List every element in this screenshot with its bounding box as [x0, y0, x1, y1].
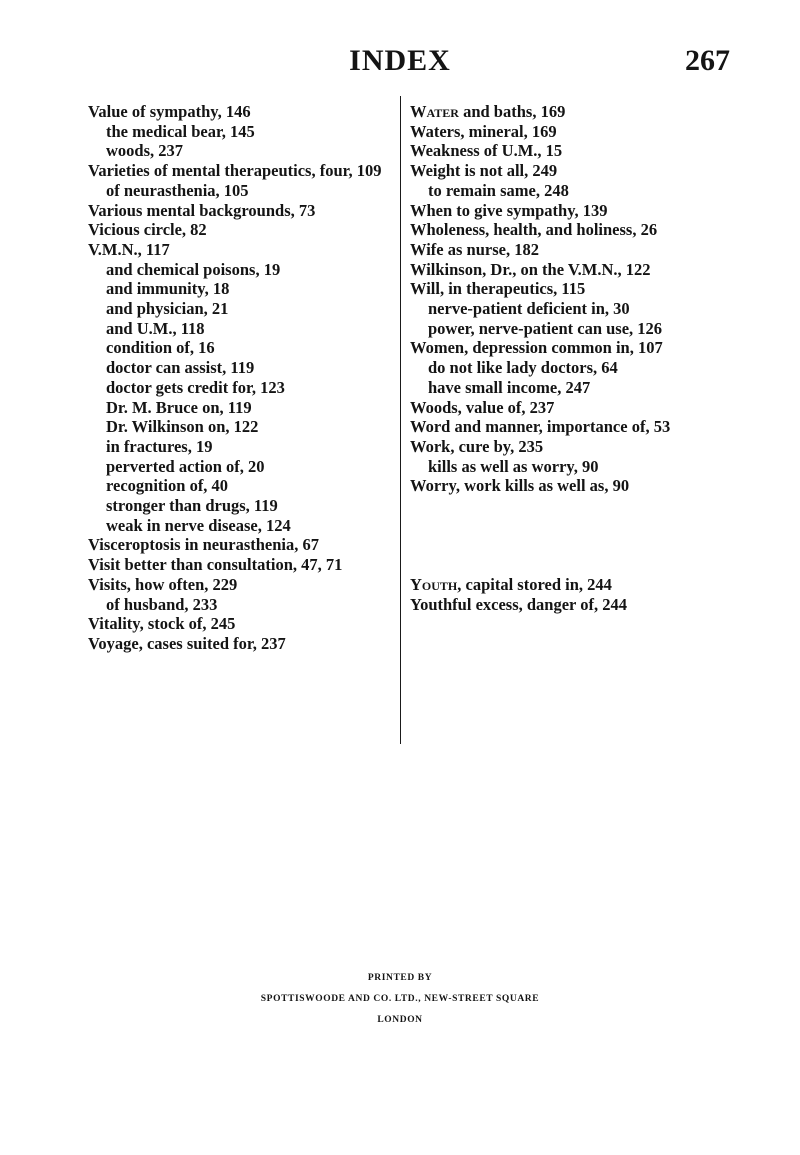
index-subentry: have small income, 247	[428, 377, 591, 397]
index-entry: Women, depression common in, 107	[410, 338, 663, 358]
printer-imprint	[0, 967, 800, 1032]
index-subentry: of husband, 233	[106, 594, 218, 614]
index-subentry: in fractures, 19	[106, 436, 213, 456]
index-entry: Waters, mineral, 169	[410, 121, 557, 141]
imprint-line-printer: SPOTTISWOODE AND CO. LTD., NEW-STREET SQUARE	[260, 994, 540, 1004]
index-subentry: power, nerve-patient can use, 126	[428, 318, 663, 338]
index-subentry: of neurasthenia, 105	[106, 180, 249, 200]
index-subentry: weak in nerve disease, 124	[106, 515, 291, 535]
index-subentry: Dr. Wilkinson on, 122	[106, 417, 259, 437]
index-entry: Youthful excess, danger of, 244	[410, 594, 627, 614]
index-subentry: and U.M., 118	[106, 318, 205, 338]
index-entry: V.M.N., 117	[88, 239, 170, 259]
index-entry: When to give sympathy, 139	[410, 200, 608, 220]
index-subentry: kills as well as worry, 90	[428, 456, 599, 476]
index-entry: Visits, how often, 229	[88, 574, 238, 594]
index-entry: Wholeness, health, and holiness, 26	[410, 220, 658, 240]
index-column-right	[410, 102, 730, 614]
index-entry: Worry, work kills as well as, 90	[410, 476, 630, 496]
index-subentry: condition of, 16	[106, 338, 215, 358]
index-subentry: the medical bear, 145	[106, 121, 255, 141]
index-subentry: and immunity, 18	[106, 279, 230, 299]
imprint-line-city: LONDON	[377, 1015, 423, 1025]
index-entry: Visceroptosis in neurasthenia, 67	[88, 535, 320, 555]
index-entry: Value of sympathy, 146	[88, 102, 251, 121]
index-subentry: woods, 237	[106, 141, 184, 161]
index-entry	[410, 102, 730, 122]
index-subentry: and physician, 21	[106, 299, 229, 319]
page-title: INDEX	[349, 44, 451, 77]
index-entry: Wilkinson, Dr., on the V.M.N., 122	[410, 259, 651, 279]
index-subentry: Dr. M. Bruce on, 119	[106, 397, 252, 417]
page-header	[0, 44, 800, 84]
index-entry: Woods, value of, 237	[410, 397, 555, 417]
index-subentry: recognition of, 40	[106, 476, 229, 496]
index-entry: Weight is not all, 249	[410, 161, 558, 181]
index-subentry: perverted action of, 20	[106, 456, 265, 476]
index-entry: Vicious circle, 82	[88, 220, 207, 240]
index-subentry: doctor gets credit for, 123	[106, 377, 285, 397]
index-entry	[410, 575, 730, 595]
imprint-line-printed-by: PRINTED BY	[367, 973, 433, 983]
index-entry: Vitality, stock of, 245	[88, 614, 236, 634]
index-entry: Word and manner, importance of, 53	[410, 417, 671, 437]
index-entry: Voyage, cases suited for, 237	[88, 633, 286, 653]
index-column-left	[88, 102, 400, 654]
index-entry: Will, in therapeutics, 115	[410, 279, 586, 299]
index-subentry: do not like lady doctors, 64	[428, 358, 618, 378]
column-divider	[400, 96, 401, 744]
index-entry: Weakness of U.M., 15	[410, 141, 563, 161]
index-entry: Visit better than consultation, 47, 71	[88, 555, 343, 575]
index-entry-headword: Water	[410, 102, 459, 121]
index-entry: Various mental backgrounds, 73	[88, 200, 316, 220]
index-entry: Varieties of mental therapeutics, four, 109	[88, 161, 382, 181]
page-number: 267	[685, 44, 730, 77]
index-subentry: nerve-patient deficient in, 30	[428, 299, 630, 319]
index-entry-text: and baths, 169	[458, 102, 566, 121]
index-subentry: stronger than drugs, 119	[106, 496, 278, 516]
index-entry-headword: Youth	[410, 575, 458, 595]
index-entry: Wife as nurse, 182	[410, 239, 539, 259]
index-subentry: and chemical poisons, 19	[106, 259, 281, 279]
index-subentry: doctor can assist, 119	[106, 358, 255, 378]
index-subentry: to remain same, 248	[428, 180, 569, 200]
index-entry-text: , capital stored in, 244	[457, 575, 612, 595]
index-entry: Work, cure by, 235	[410, 436, 544, 456]
